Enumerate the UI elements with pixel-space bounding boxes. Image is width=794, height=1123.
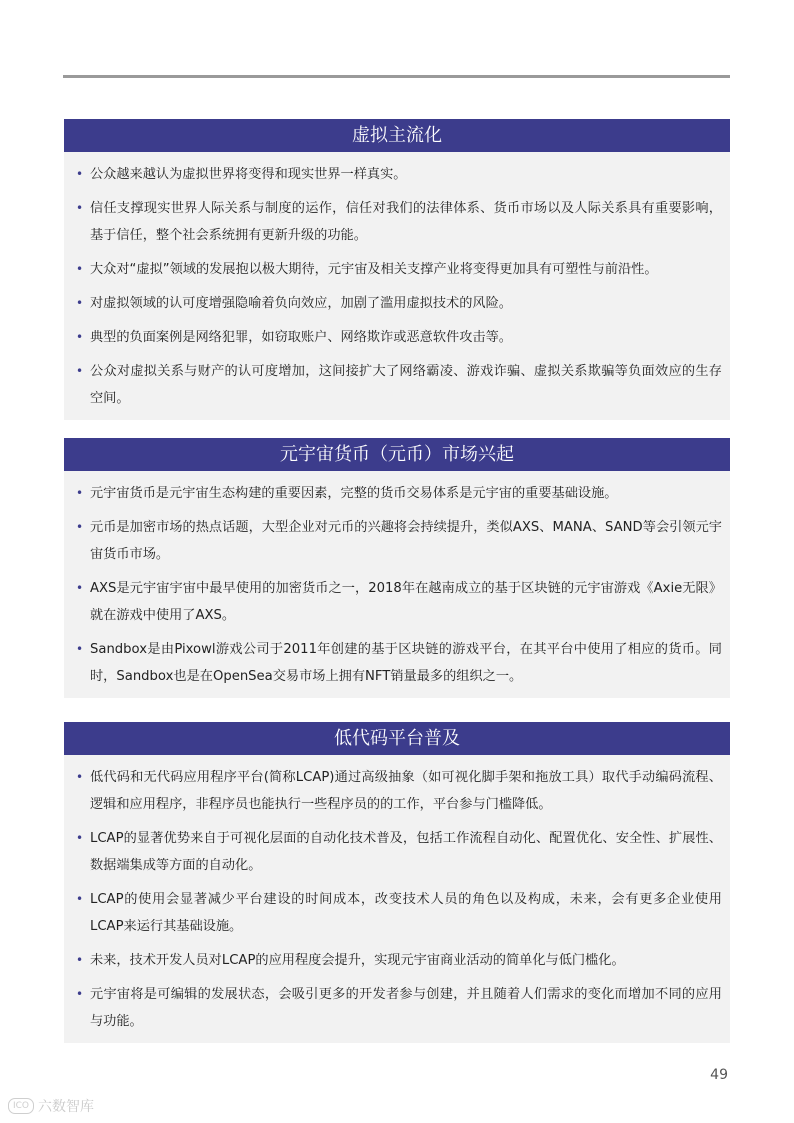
- bullet-icon: •: [76, 296, 84, 310]
- list-item-text: 低代码和无代码应用程序平台(简称LCAP)通过高级抽象（如可视化脚手架和拖放工具）取代手动编码流程、逻辑和应用程序，非程序员也能执行一些程序员的的工作，平台参与门槛降低。: [90, 770, 722, 812]
- list-item-text: 信任支撑现实世界人际关系与制度的运作，信任对我们的法律体系、货币市场以及人际关系具有重要影响，基于信任，整个社会系统拥有更新升级的功能。: [90, 201, 722, 243]
- list-item-text: 大众对“虚拟”领域的发展抱以极大期待，元宇宙及相关支撑产业将变得更加具有可塑性与前沿性。: [90, 262, 658, 277]
- list-item-text: 元宇宙将是可编辑的发展状态，会吸引更多的开发者参与创建，并且随着人们需求的变化而增加不同的应用与功能。: [90, 987, 722, 1029]
- list-item-text: 典型的负面案例是网络犯罪，如窃取账户、网络欺诈或恶意软件攻击等。: [90, 330, 512, 345]
- list-item-text: 元宇宙货币是元宇宙生态构建的重要因素，完整的货币交易体系是元宇宙的重要基础设施。: [90, 486, 618, 501]
- section-body: [64, 152, 730, 420]
- list-item: [76, 947, 722, 974]
- bullet-icon: •: [76, 831, 84, 845]
- list-item-text: LCAP的显著优势来自于可视化层面的自动化技术普及，包括工作流程自动化、配置优化、安全性、扩展性、数据端集成等方面的自动化。: [90, 831, 722, 873]
- section-body: [64, 471, 730, 698]
- bullet-icon: •: [76, 262, 84, 276]
- list-item: [76, 324, 722, 351]
- section-virtual-mainstream: [64, 119, 730, 420]
- list-item: [76, 825, 722, 879]
- list-item-text: Sandbox是由Pixowl游戏公司于2011年创建的基于区块链的游戏平台，在其平台中使用了相应的货币。同时，Sandbox也是在OpenSea交易市场上拥有NFT销量最多的组织之一。: [90, 642, 722, 684]
- bullet-icon: •: [76, 770, 84, 784]
- list-item-text: 对虚拟领域的认可度增强隐喻着负向效应，加剧了滥用虚拟技术的风险。: [90, 296, 512, 311]
- watermark-logo-icon: ICO: [8, 1098, 34, 1114]
- section-body: [64, 755, 730, 1043]
- bullet-icon: •: [76, 987, 84, 1001]
- section-low-code-platform: [64, 722, 730, 1043]
- list-item-text: 公众越来越认为虚拟世界将变得和现实世界一样真实。: [90, 167, 407, 182]
- bullet-icon: •: [76, 581, 84, 595]
- list-item: [76, 358, 722, 412]
- list-item: [76, 161, 722, 188]
- bullet-icon: •: [76, 330, 84, 344]
- watermark-text: 六数智库: [38, 1099, 94, 1115]
- list-item: [76, 981, 722, 1035]
- list-item-text: 公众对虚拟关系与财产的认可度增加，这间接扩大了网络霸凌、游戏诈骗、虚拟关系欺骗等负面效应的生存空间。: [90, 364, 722, 406]
- list-item: [76, 290, 722, 317]
- bullet-icon: •: [76, 520, 84, 534]
- list-item: [76, 195, 722, 249]
- bullet-icon: •: [76, 201, 84, 215]
- list-item: [76, 480, 722, 507]
- bullet-icon: •: [76, 364, 84, 378]
- bullet-icon: •: [76, 486, 84, 500]
- list-item: [76, 575, 722, 629]
- list-item: [76, 886, 722, 940]
- list-item-text: LCAP的使用会显著减少平台建设的时间成本，改变技术人员的角色以及构成，未来，会有更多企业使用LCAP来运行其基础设施。: [90, 892, 722, 934]
- list-item-text: AXS是元宇宙宇宙中最早使用的加密货币之一，2018年在越南成立的基于区块链的元宇宙游戏《Axie无限》就在游戏中使用了AXS。: [90, 581, 722, 623]
- page-number: 49: [710, 1067, 728, 1083]
- top-divider: [63, 75, 730, 78]
- section-title: 低代码平台普及: [64, 722, 730, 755]
- list-item: [76, 514, 722, 568]
- section-title: 元宇宙货币（元币）市场兴起: [64, 438, 730, 471]
- list-item-text: 未来，技术开发人员对LCAP的应用程度会提升，实现元宇宙商业活动的简单化与低门槛化。: [90, 953, 625, 968]
- list-item: [76, 764, 722, 818]
- list-item: [76, 256, 722, 283]
- bullet-icon: •: [76, 167, 84, 181]
- bullet-icon: •: [76, 642, 84, 656]
- bullet-icon: •: [76, 953, 84, 967]
- section-metaverse-currency: [64, 438, 730, 698]
- bullet-icon: •: [76, 892, 84, 906]
- list-item-text: 元币是加密市场的热点话题，大型企业对元币的兴趣将会持续提升，类似AXS、MANA、SAND等会引领元宇宙货币市场。: [90, 520, 722, 562]
- section-title: 虚拟主流化: [64, 119, 730, 152]
- watermark: [8, 1096, 94, 1116]
- list-item: [76, 636, 722, 690]
